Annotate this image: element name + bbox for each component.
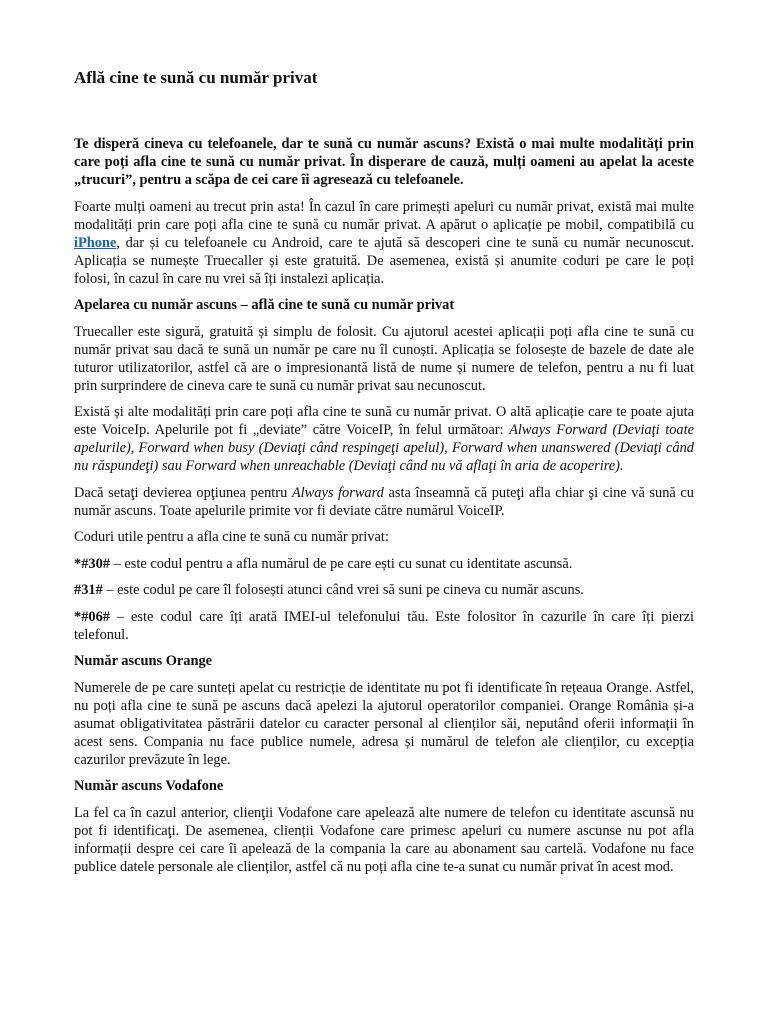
code-value: *#30# [74, 555, 110, 572]
section-heading-apelarea: Apelarea cu număr ascuns – află cine te sună cu număr privat [74, 297, 455, 313]
code-description: – este codul care îți arată IMEI-ul telefonului tău. Este folositor în cazurile în care îți pierzi telefonul. [74, 608, 694, 643]
code-description: – este codul pe care îl folosești atunci când vrei să suni pe cineva cu număr ascuns. [102, 582, 584, 598]
paragraph-2: Truecaller este sigură, gratuită și simplu de folosit. Cu ajutorul acestei aplicații poți afla cine te sună cu număr privat sau dacă te sună un număr pe care nu îl cunoști. Aplicația se folosește de bazele de date ale tuturor utilizatorilor, astfel că are o impresionantă listă de nume și numere de telefon, pentru a nu fi luat prin surprindere de cineva care te sună cu număr privat sau necunoscut. [74, 323, 694, 394]
section-heading-vodafone: Număr ascuns Vodafone [74, 778, 224, 794]
code-description: – este codul pentru a afla numărul de pe care ești cu sunat cu identitate ascunsă. [109, 555, 573, 572]
paragraph-3-italic: Always Forward (Deviaţi toate apelurile), Forward when busy (Deviaţi când respingeţi apelul), Forward when unanswered (Deviaţi când nu răspundeţi) sau Forward when unreachable (Deviaţi când nu vă aflaţi în aria de acoperire). [74, 422, 694, 474]
codes-intro: Coduri utile pentru a afla cine te sună cu număr privat: [74, 529, 389, 545]
paragraph-3-text-before: Există și alte modalități prin care poți afla cine te sună cu număr privat. O altă aplicație care te poate ajuta este VoiceIp. Apelurile pot fi „deviate” către VoiceIP, în felul următoar: [74, 404, 694, 438]
code-item-06 [74, 608, 694, 644]
paragraph-1-text-after: , dar și cu telefoanele cu Android, care te ajută să descoperi cine te sună cu număr necunoscut. Aplicația se numește Truecaller și este gratuită. De asemenea, există și anumite coduri pe care le poți folosi, în cazul în care nu vrei să îți instalezi aplicația. [74, 234, 694, 287]
intro-paragraph: Te disperă cineva cu telefoanele, dar te sună cu număr ascuns? Există o mai multe modalități prin care poți afla cine te sună cu număr privat. În disperare de cauză, mulți oameni au apelat la aceste „trucuri”, pentru a scăpa de cei care îi agresează cu telefoanele. [74, 136, 694, 188]
paragraph-3 [74, 403, 694, 475]
paragraph-vodafone: La fel ca în cazul anterior, clienţii Vodafone care apelează alte numere de telefon cu identitate ascunsă nu pot fi identificaţi. De asemenea, clienții Vodafone care primesc apeluri cu numere ascunse nu pot afla informații despre cei care îi apelează de la compania la care au abonament sau cartelă. Vodafone nu face publice datele personale ale clienților, astfel că nu poți afla cine te-a sunat cu număr privat în acest mod. [74, 804, 694, 875]
section-heading-orange: Număr ascuns Orange [74, 653, 213, 669]
code-item-30 [74, 555, 694, 573]
paragraph-4-text-after: asta înseamnă că puteţi afla chiar şi cine vă sună cu număr ascuns. Toate apelurile primite vor fi deviate către numărul VoiceIP. [74, 484, 694, 519]
code-item-31 [74, 581, 694, 599]
code-value: #31# [74, 582, 103, 598]
page-title: Află cine te sună cu număr privat [74, 68, 318, 87]
iphone-link[interactable]: iPhone [74, 234, 117, 251]
paragraph-1-text-before: Foarte mulți oameni au trecut prin asta! În cazul în care primești apeluri cu număr privat, există mai multe modalități prin care poți afla cine te sună cu număr privat. A apărut o aplicație pe mobil, compatibilă cu [74, 198, 694, 233]
paragraph-orange: Numerele de pe care sunteți apelat cu restricție de identitate nu pot fi identificate în rețeaua Orange. Astfel, nu poți afla cine te sună pe ascuns dacă apelezi la ajutorul operatorilor companiei. Orange România și-a asumat obligativitatea păstrării datelor cu caracter personal al clienților săi, neputând oferii informații în acest sens. Compania nu face publice numele, adresa și numărul de telefon ale clienților, cu excepția cazurilor prevăzute în lege. [74, 679, 694, 768]
paragraph-4 [74, 484, 694, 520]
paragraph-4-text-before: Dacă setaţi devierea opţiunea pentru [74, 484, 292, 501]
paragraph-1 [74, 198, 694, 288]
paragraph-4-italic: Always forward [291, 484, 384, 501]
code-value: *#06# [74, 608, 110, 625]
